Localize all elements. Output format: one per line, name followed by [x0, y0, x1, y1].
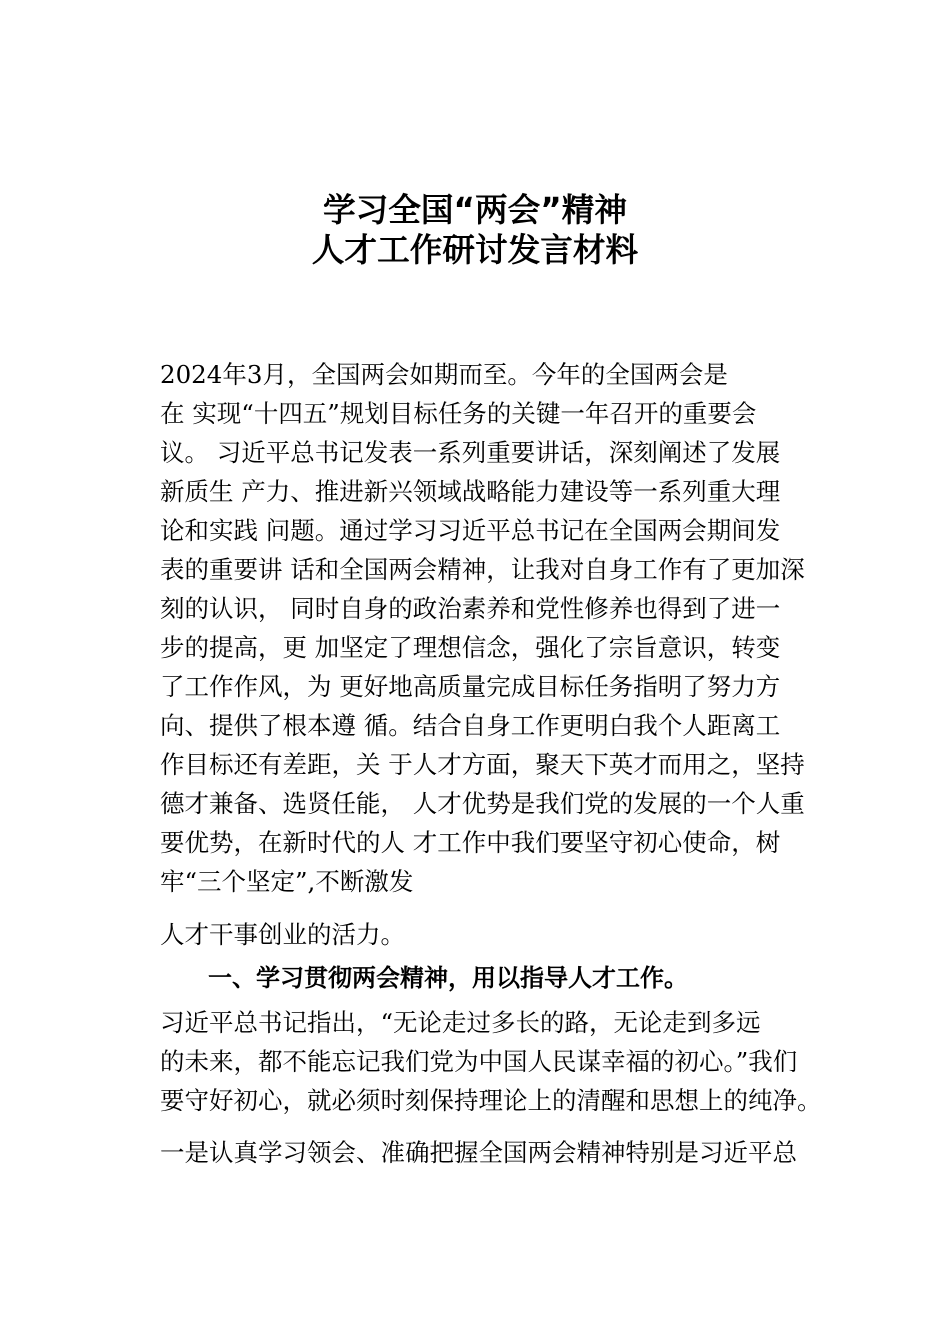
- text-line: 的未来，都不能忘记我们党为中国人民谋幸福的初心。”我们: [160, 1047, 798, 1076]
- text-line: 向、提供了根本遵 循。结合自身工作更明白我个人距离工: [160, 711, 781, 740]
- text-line: 表的重要讲 话和全国两会精神，让我对自身工作有了更加深: [160, 555, 805, 584]
- text-line: 步的提高，更 加坚定了理想信念，强化了宗旨意识，转变: [160, 633, 781, 662]
- text-line: 德才兼备、选贤任能， 人才优势是我们党的发展的一个人重: [160, 789, 805, 818]
- text-line: 要优势，在新时代的人 才工作中我们要坚守初心使命，树: [160, 828, 781, 857]
- text-line: 论和实践 问题。通过学习习近平总书记在全国两会期间发: [160, 516, 781, 545]
- text-line: 新质生 产力、推进新兴领域战略能力建设等一系列重大理: [160, 477, 781, 506]
- paragraph-point-one: 一是认真学习领会、准确把握全国两会精神特别是习近平总: [160, 1138, 797, 1167]
- text-line: 人才干事创业的活力。: [160, 920, 405, 949]
- text-line: 了工作作风，为 更好地高质量完成目标任务指明了努力方: [160, 672, 781, 701]
- text-line: 牢“三个坚定”,不断激发: [160, 867, 414, 896]
- document-title-line-1: 学习全国“两会”精神: [322, 191, 628, 229]
- text-line: 要守好初心，就必须时刻保持理论上的清醒和思想上的纯净。: [160, 1086, 822, 1115]
- section-heading-1: 一、学习贯彻两会精神，用以指导人才工作。: [208, 964, 688, 992]
- text-line: 在 实现“十四五”规划目标任务的关键一年召开的重要会: [160, 399, 757, 428]
- text-line: 议。 习近平总书记发表一系列重要讲话，深刻阐述了发展: [160, 438, 781, 467]
- document-title-line-2: 人才工作研讨发言材料: [311, 231, 639, 269]
- text-line: 作目标还有差距，关 于人才方面，聚天下英才而用之，坚持: [160, 750, 805, 779]
- text-line: 2024年3月，全国两会如期而至。今年的全国两会是: [160, 360, 728, 389]
- text-line: 刻的认识， 同时自身的政治素养和党性修养也得到了进一: [160, 594, 781, 623]
- text-line: 习近平总书记指出，“无论走过多长的路，无论走到多远: [160, 1008, 761, 1037]
